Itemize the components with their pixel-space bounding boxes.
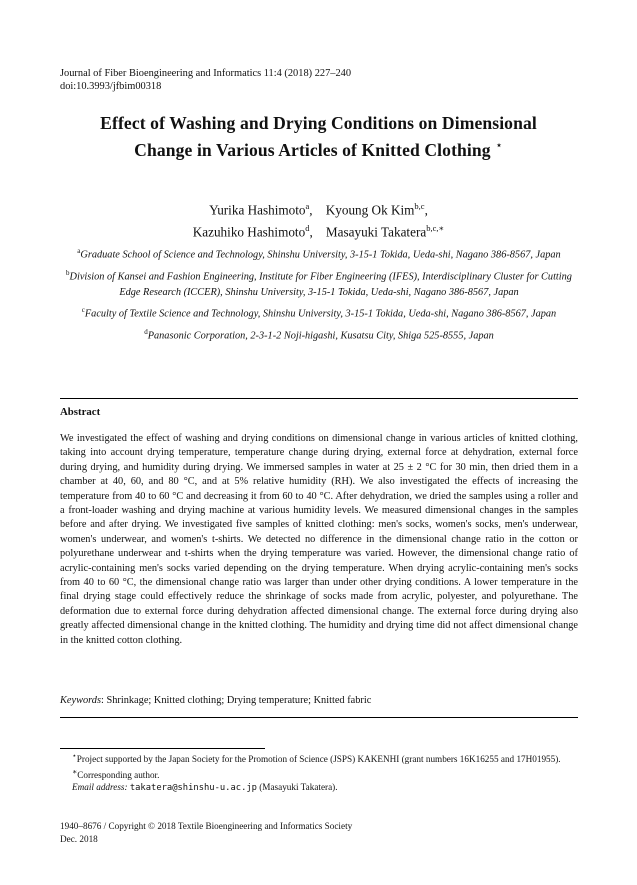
author-affil-sup: d <box>305 223 310 234</box>
title-line-2: Change in Various Articles of Knitted Clothing <box>134 139 491 160</box>
issue-date: Dec. 2018 <box>60 833 98 844</box>
copyright-block <box>60 820 352 845</box>
copyright-line: 1940–8676 / Copyright © 2018 Textile Bioengineering and Informatics Society <box>60 821 353 831</box>
paper-title <box>40 112 597 161</box>
doi: doi:10.3993/jfbim00318 <box>60 81 162 92</box>
abstract-top-rule <box>60 398 578 399</box>
abstract-body: We investigated the effect of washing and drying conditions on dimensional change in various articles of knitted clothing, taking into account drying temperature, temperature change during drying, external force at dehydration, external force during drying, and humidity during drying. We immersed samples in water at 25 ± 2 °C for 30 min, then dried them in a chamber at 40, 60, and 80 °C, and at 5% relative humidity (RH). We also investigated the effects of increasing the temperature from 40 to 60 °C and decreasing it from 60 to 40 °C. After dehydration, we dried the samples using a roller and a front-loader washing and drying machine at various humidity levels. We measured dimensional changes in the samples before and after drying. We investigated five samples of knitted clothing: men's socks, women's socks, men's underwear, women's underwear, and women's t-shirts. We detected no difference in the dimensional change ratio in the cotton or polyurethane underwear and t-shirts when the drying temperature was varied. However, the dimensional change ratio of acrylic-containing men's socks varied depending on the drying temperature. When drying acrylic-containing men's socks from 40 to 60 °C, the dimensional change ratio was larger than under other drying conditions. A lower temperature in the final drying stage could effectively reduce the shrinkage of socks made from acrylic, polyester, and polyurethane. The deformation due to external force during dehydration affected dimensional change. The external force during drying also greatly affected dimensional change in the knitted clothing. The humidity and drying time did not affect dimensional change in the knitted cotton clothing. <box>60 433 578 646</box>
journal-citation: Journal of Fiber Bioengineering and Informatics 11:4 (2018) 227–240 <box>60 68 352 79</box>
author-name: Kyoung Ok Kim <box>325 202 415 218</box>
footnote-funding: ⋆Project supported by the Japan Society for the Promotion of Science (JSPS) KAKENHI (grant numbers 16K16255 and 17H01955). <box>72 751 561 765</box>
footnotes <box>60 750 578 795</box>
author-list: Yurika Hashimoto$^a$, Kyoung Ok Kim$^{b,c}$, Kazuhiko Hashimoto$^d$, Masayuki Takatera$^{b,c,∗}$ <box>192 201 445 240</box>
journal-header <box>60 67 351 93</box>
abstract-bottom-rule <box>60 717 578 718</box>
keywords: Keywords: Shrinkage; Knitted clothing; Drying temperature; Knitted fabric <box>60 695 372 706</box>
author-name: Kazuhiko Hashimoto <box>192 224 306 240</box>
affiliations <box>56 244 582 347</box>
email-link[interactable]: takatera@shinshu-u.ac.jp <box>129 783 257 794</box>
author-name: Yurika Hashimoto <box>209 202 306 218</box>
affiliation: $^b$Division of Kansei and Fashion Engineering, Institute for Fiber Engineering (IFES), Interdisciplinary Cluster for Cutting Edge Research (ICCER), Shinshu University, 3-15-1 Tokida, Ueda-shi, Nagano 386-8567, Japan <box>66 268 572 298</box>
abstract-heading: Abstract <box>60 406 101 418</box>
footnote-rule <box>60 748 265 749</box>
author-affil-sup: b,c <box>414 201 425 211</box>
title-footnote-marker: ⋆ <box>495 138 503 152</box>
keywords-values: Shrinkage; Knitted clothing; Drying temperature; Knitted fabric <box>106 695 372 706</box>
author-affil-sup: b,c,∗ <box>426 223 445 234</box>
affiliation: $^c$Faculty of Textile Science and Technology, Shinshu University, 3-15-1 Tokida, Ueda-shi, Nagano 386-8567, Japan <box>81 306 557 320</box>
affiliation: $^d$Panasonic Corporation, 2-3-1-2 Noji-higashi, Kusatsu City, Shiga 525-8555, Japan <box>144 328 494 342</box>
affiliation: $^a$Graduate School of Science and Technology, Shinshu University, 3-15-1 Tokida, Ueda-shi, Nagano 386-8567, Japan <box>77 247 561 261</box>
keywords-label: Keywords <box>60 695 101 706</box>
footnote-corresponding: ∗Corresponding author. <box>72 766 160 780</box>
author-name: Masayuki Takatera <box>325 224 427 240</box>
footnote-email: Email address: takatera@shinshu-u.ac.jp (Masayuki Takatera). <box>72 782 338 794</box>
author-affil-sup: a <box>305 201 310 211</box>
title-line-1: Effect of Washing and Drying Conditions on Dimensional <box>100 113 537 133</box>
